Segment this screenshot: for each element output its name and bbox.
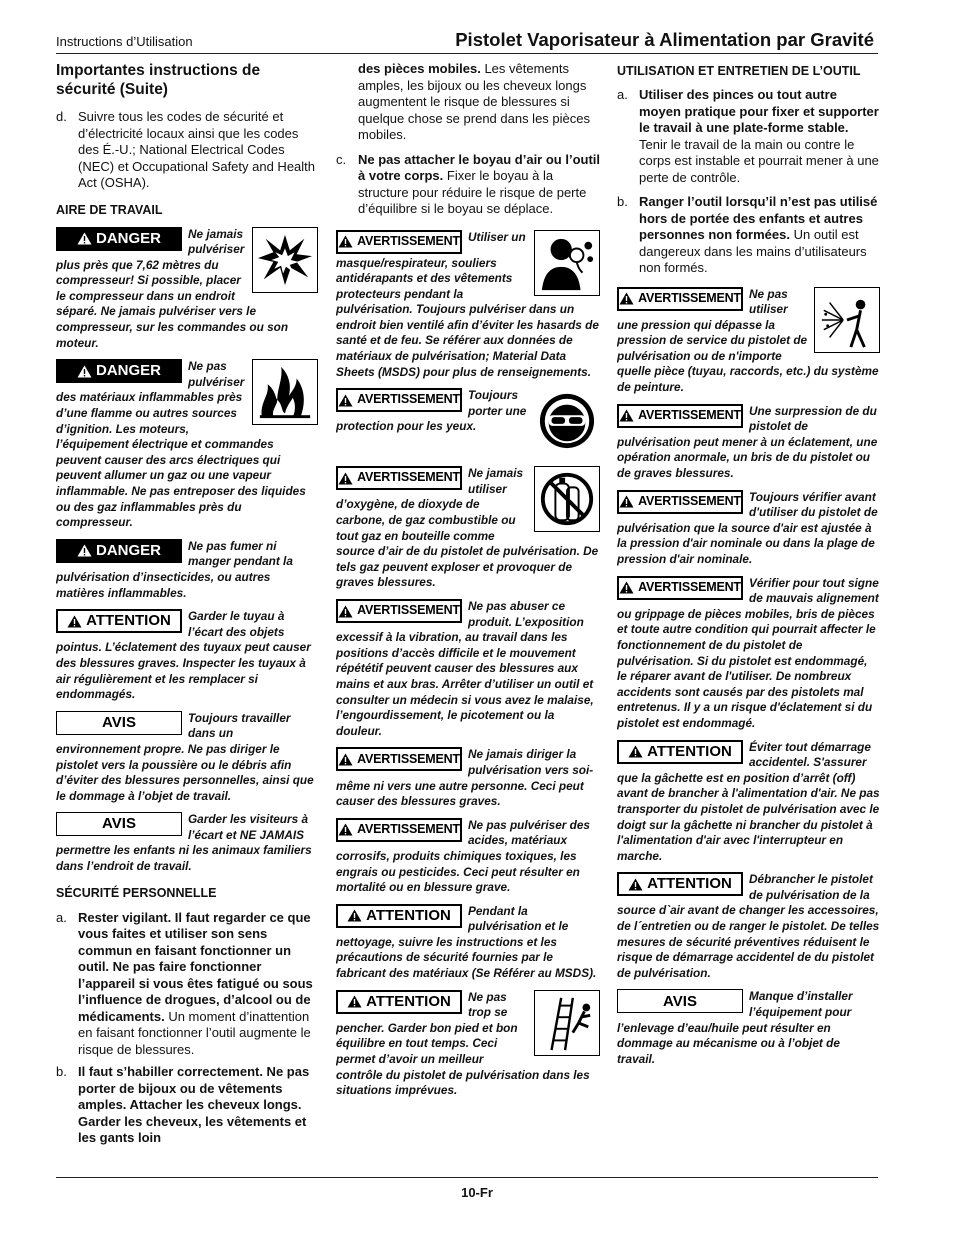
avis-badge: AVIS xyxy=(56,812,182,836)
page-title: Pistolet Vaporisateur à Alimentation par Gravité xyxy=(455,29,874,50)
avertissement-notice-eyes xyxy=(336,388,600,458)
item-label: c. xyxy=(336,151,347,167)
avertissement-badge: AVERTISSEMENT xyxy=(617,287,743,311)
warning-text: Utiliser un masque/respirateur, souliers antidérapants et des vêtements protecteurs pendant la pulvérisation. Toujours pulvériser dans un endroit bien ventilé afin d’éviter les hasards de santé et de feu. Se référer aux données de matériaux de pulvérisation; Material Data Sheets (MSDS) pour plus de renseignements. xyxy=(336,229,599,379)
list-item-a xyxy=(56,910,318,1059)
column-2 xyxy=(336,61,600,1107)
avertissement-badge: AVERTISSEMENT xyxy=(336,747,462,771)
warning-text: Une surpression de du pistolet de pulvérisation peut mener à un éclatement, une opération anormale, un bris de du pistolet ou de graves blessures. xyxy=(617,403,878,481)
warning-text: Ne pas utiliser une pression qui dépasse la pression de service du pistolet de pulvérisation ou de n'importe quelle pièce (tuyau, raccords, etc.) du système de peinture. xyxy=(617,286,879,395)
avertissement-notice-overpressure xyxy=(617,404,880,482)
warning-text: Manque d’installer l’équipement pour l’enlevage d’eau/huile peut résulter en dommage au mécanisme ou à l’objet de travail. xyxy=(617,989,853,1066)
no-gas-cylinder-icon xyxy=(534,466,600,532)
header-left: Instructions d’Utilisation xyxy=(56,34,193,49)
list-item-a xyxy=(617,87,880,186)
item-text: Rester vigilant. Il faut regarder ce que vous faites et utiliser son sens commun en faisant fonctionner un outil. Ne pas faire fonctionner l’appareil si vous êtes fatigué ou sous l’influence de drogues, d’alcool ou de médicaments. Un moment d’inattention en faisant fonctionner l’outil augmente le risque de blessures. xyxy=(78,909,313,1057)
page-number: 10-Fr xyxy=(461,1185,493,1200)
utilisation-entretien-heading: UTILISATION ET ENTRETIEN DE L’OUTIL xyxy=(617,64,861,78)
warning-text: Vérifier pour tout signe de mauvais alignement ou grippage de pièces mobiles, bris de pièces et toute autre condition qui pourrait affecter le fonctionnement de du pistolet de pulvérisation. Si du pistolet est endommagé, le réparer avant de l'utiliser. De nombreux accidents sont causés par des pistolets mal entretenus. Il y a un risque d'éclatement si du pistolet est endommagé. xyxy=(617,575,879,730)
danger-notice-flammable xyxy=(56,359,318,531)
attention-notice-balance xyxy=(336,990,600,1099)
avertissement-notice-direction xyxy=(336,747,600,809)
warning-text: Garder les visiteurs à l’écart et NE JAMAIS permettre les enfants ni les animaux familiers dans l’endroit de travail. xyxy=(56,812,312,874)
item-label: b. xyxy=(617,194,628,209)
burst-spray-icon xyxy=(814,287,880,353)
avertissement-badge: AVERTISSEMENT xyxy=(336,388,462,412)
warning-text: Ne jamais diriger la pulvérisation vers soi-même ni vers une autre personne. Ceci peut causer des blessures graves. xyxy=(336,747,594,809)
attention-notice-msds xyxy=(336,904,600,982)
column-1 xyxy=(56,61,318,1153)
warning-text: Ne pas abuser ce produit. L’exposition excessif à la vibration, au travail dans les positions d’accès difficile et le mouvement répététif peuvent causer des blessures aux mains et aux bras. Arrêter d’utiliser un outil et consulter un médecin si vous avez le malaise, l’engourdissement, le picotement ou la douleur. xyxy=(336,599,594,738)
item-text: Il faut s’habiller correctement. Ne pas porter de bijoux ou de vêtements amples. Attacher les cheveux longs. Garder les cheveux, les vêtements et les gants loin xyxy=(78,1064,310,1146)
respirator-icon xyxy=(534,230,600,296)
avertissement-badge: AVERTISSEMENT xyxy=(336,466,462,490)
danger-notice-distance xyxy=(56,227,318,352)
item-label: a. xyxy=(56,909,67,925)
warning-text: Ne jamais utiliser d’oxygène, de dioxyde de carbone, de gaz combustible ou tout gaz en bouteille comme source d’air de du pistolet de pulvérisation. De tels gaz peuvent exploser et provoquer de graves blessures. xyxy=(336,466,599,590)
aire-de-travail-heading: AIRE DE TRAVAIL xyxy=(56,202,163,217)
avis-notice-water-oil xyxy=(617,989,880,1067)
explosion-icon xyxy=(252,227,318,293)
item-label: a. xyxy=(617,87,628,102)
avertissement-notice-check-air xyxy=(617,490,880,568)
eye-protection-icon xyxy=(534,388,600,454)
list-item-b-cont xyxy=(336,61,600,144)
avertissement-notice-abuse xyxy=(336,599,600,739)
avertissement-badge: AVERTISSEMENT xyxy=(336,599,462,623)
avertissement-badge: AVERTISSEMENT xyxy=(617,490,743,514)
avertissement-badge: AVERTISSEMENT xyxy=(336,818,462,842)
avis-notice-visitors xyxy=(56,812,318,874)
avertissement-notice-gas xyxy=(336,466,600,591)
warning-text: Pendant la pulvérisation et le nettoyage, suivre les instructions et les précautions de sécurité fournies par le fabricant des matériaux (Se Référer au MSDS). xyxy=(336,903,597,981)
column-3 xyxy=(617,61,880,1075)
list-item-b xyxy=(617,194,880,277)
attention-badge: ATTENTION xyxy=(617,740,743,764)
avis-notice-clean xyxy=(56,711,318,805)
avertissement-badge: AVERTISSEMENT xyxy=(617,576,743,600)
top-rule xyxy=(56,53,878,54)
attention-badge: ATTENTION xyxy=(336,990,462,1014)
item-label: b. xyxy=(56,1064,67,1080)
attention-notice-disconnect xyxy=(617,872,880,981)
warning-text: Toujours travailler dans un environnement propre. Ne pas diriger le pistolet vers la poussière ou le débris afin d’éviter des blessures personnelles, ainsi que le dommage à l’objet de travail. xyxy=(56,710,314,803)
warning-text: Ne jamais pulvériser plus près que 7,62 mètres du compresseur! Si possible, placer le compresseur dans un endroit séparé. Ne jamais pulvériser vers le compresseur, sur les commandes ou son moteur. xyxy=(56,226,289,350)
avis-badge: AVIS xyxy=(617,989,743,1013)
avertissement-notice-inspect xyxy=(617,576,880,732)
avertissement-notice-acids xyxy=(336,818,600,896)
warning-text: Ne pas fumer ni manger pendant la pulvérisation d’insecticides, ou autres matières inflammables. xyxy=(56,538,293,600)
item-label: d. xyxy=(56,109,67,124)
ladder-fall-icon xyxy=(534,990,600,1056)
item-text: Ne pas attacher le boyau d’air ou l’outil à votre corps. Fixer le boyau à la structure pour réduire le risque de perte d’équilibre si le boyau se déplace. xyxy=(358,151,600,216)
danger-badge: DANGER xyxy=(56,227,182,251)
item-text: Suivre tous les codes de sécurité et d’électricité locaux ainsi que les codes des É.-U.; National Electrical Codes (NEC) et Occupational Safety and Health Act (OSHA). xyxy=(78,109,316,190)
item-text: Utiliser des pinces ou tout autre moyen pratique pour fixer et supporter le travail à une plate-forme stable. Tenir le travail de la main ou contre le corps est instable et pourrait mener à une perte de contrôle. xyxy=(639,87,879,185)
attention-notice-hose xyxy=(56,609,318,703)
attention-notice-start xyxy=(617,740,880,865)
avis-badge: AVIS xyxy=(56,711,182,735)
fire-icon xyxy=(252,359,318,425)
avertissement-notice-mask xyxy=(336,230,600,381)
securite-personnelle-heading: SÉCURITÉ PERSONNELLE xyxy=(56,885,217,900)
warning-text: Débrancher le pistolet de pulvérisation de la source d`air avant de changer les accessoires, de l´entretien ou de ranger le pistolet. De telles mesures de sécurité préventives réduisent le risque de démarrage accidentel de du pistolet de pulvérisation. xyxy=(617,872,880,980)
warning-text: Ne pas trop se pencher. Garder bon pied et bon équilibre en tout temps. Ceci permet d’avoir un meilleur contrôle du pistolet de pulvérisation dans les situations imprévues. xyxy=(336,989,590,1098)
list-item-d xyxy=(56,109,318,192)
item-text: des pièces mobiles. Les vêtements amples, les bijoux ou les cheveux longs augmentent le risque de blessures si quelque chose se prend dans les pièces mobiles. xyxy=(358,61,590,142)
attention-badge: ATTENTION xyxy=(56,609,182,633)
item-text: Ranger l’outil lorsqu’il n’est pas utilisé hors de portée des enfants et autres personnes non formées. Un outil est dangereux dans les mains d’utilisateurs non formés. xyxy=(639,194,878,275)
avertissement-notice-pressure xyxy=(617,287,880,396)
danger-badge: DANGER xyxy=(56,359,182,383)
warning-text: Toujours vérifier avant d'utiliser du pistolet de pulvérisation que la source d'air est ajustée à la pression d'air nominale ou dans la plage de pression d'air nominale. xyxy=(617,489,878,566)
list-item-b xyxy=(56,1064,318,1147)
warning-text: Ne pas pulvériser des acides, matériaux corrosifs, produits chimiques toxiques, les engrais ou pesticides. Ceci peut résulter en mortalité ou en blessure grave. xyxy=(336,817,590,895)
list-item-c xyxy=(336,152,600,218)
warning-text: Ne pas pulvériser des matériaux inflammables près d’une flamme ou autres sources d’ignition. Les moteurs, l’équipement électrique et commandes peuvent causer des arcs électriques qui peuvent allumer un gaz ou une vapeur inflammable. Ne pas entreposer des liquides ou des gaz inflammables près du compresseur. xyxy=(56,359,306,530)
avertissement-badge: AVERTISSEMENT xyxy=(617,404,743,428)
warning-text: Toujours porter une protection pour les yeux. xyxy=(336,388,527,434)
warning-text: Éviter tout démarrage accidentel. S'assurer que la gâchette est en position d’arrêt (off) avant de brancher à l'alimentation d'air. Ne pas transporter du pistolet de pulvérisation avec le doigt sur la gâchette ni brancher du pistolet à l'alimentation d'air avec l'interrupteur en marche. xyxy=(617,739,880,863)
attention-badge: ATTENTION xyxy=(617,872,743,896)
attention-badge: ATTENTION xyxy=(336,904,462,928)
avertissement-badge: AVERTISSEMENT xyxy=(336,230,462,254)
section-title: Importantes instructions de sécurité (Suite) xyxy=(56,62,261,98)
bottom-rule xyxy=(56,1177,878,1178)
warning-text: Garder le tuyau à l’écart des objets pointus. L’éclatement des tuyaux peut causer des blessures graves. Inspecter les tuyaux à air régulièrement et les remplacer si endommagés. xyxy=(56,609,311,702)
danger-notice-smoking xyxy=(56,539,318,601)
danger-badge: DANGER xyxy=(56,539,182,563)
